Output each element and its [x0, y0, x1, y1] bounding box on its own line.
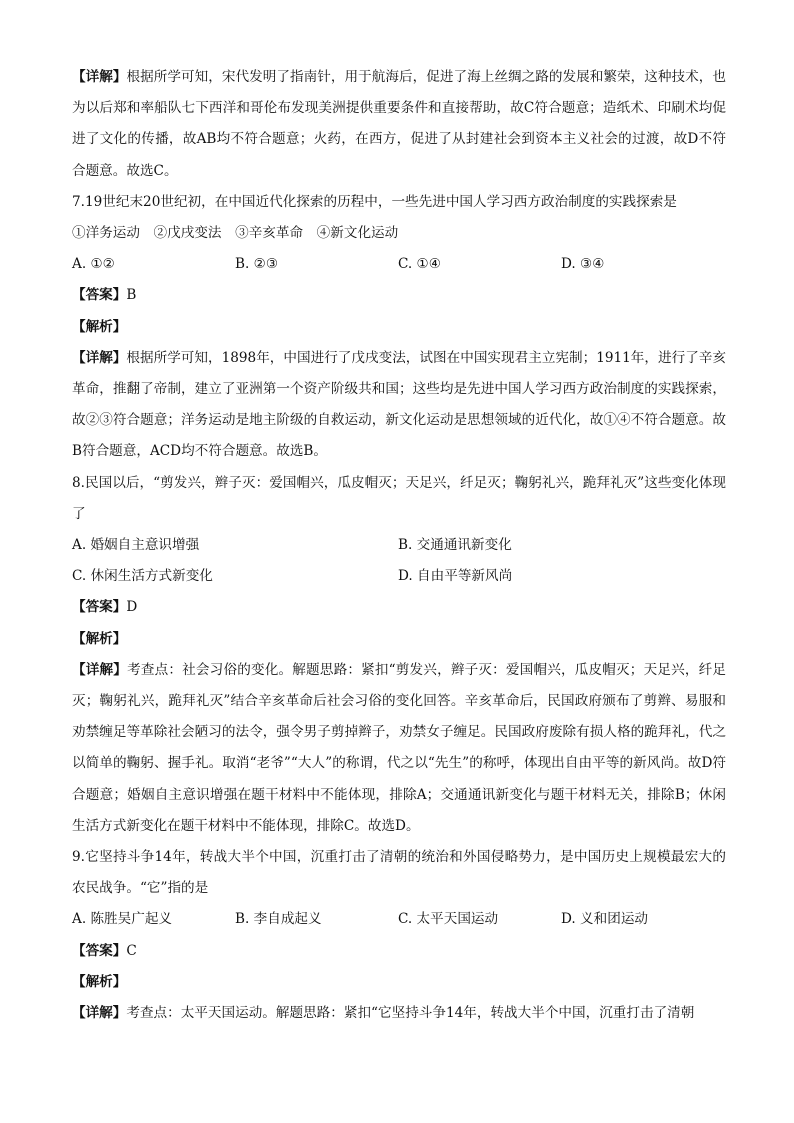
detail-text: 根据所学可知，宋代发明了指南针，用于航海后，促进了海上丝绸之路的发展和繁荣，这种技术，也为以后郑和率船队七下西洋和哥伦布发现美洲提供重要条件和直接帮助，故C符合题意；造纸术、印刷术均促进了文化的传播，故AB均不符合题意；火药，在西方，促进了从封建社会到资本主义社会的过渡，故D不符合题意。故选C。	[72, 69, 727, 179]
answer-value: D	[126, 599, 138, 616]
detail-tag: 【详解】	[72, 349, 127, 366]
q7-detail	[72, 343, 726, 468]
q9-option-c: C. 太平天国运动	[398, 911, 499, 928]
q9-option-b: B. 李自成起义	[235, 911, 322, 928]
answer-tag: 【答案】	[72, 599, 127, 616]
prev-detail-paragraph	[72, 62, 726, 187]
detail-tag: 【详解】	[72, 1005, 127, 1022]
detail-text: 考查点：社会习俗的变化。解题思路：紧扣“剪发兴，辫子灭：爱国帽兴，瓜皮帽灭；天足兴，纤足灭；鞠躬礼兴，跪拜礼灭”结合辛亥革命后社会习俗的变化回答。辛亥革命后，民国政府颁布了剪辫、易服和劝禁缠足等革除社会陋习的法令，强令男子剪掉辫子，劝禁女子缠足。民国政府废除有损人格的跪拜礼，代之以简单的鞠躬、握手礼。取消“老爷”“大人”的称谓，代之以“先生”的称呼，体现出自由平等的新风尚。故D符合题意；婚姻自主意识增强在题干材料中不能体现，排除A；交通通讯新变化与题干材料无关，排除B；休闲生活方式新变化在题干材料中不能体现，排除C。故选D。	[72, 661, 727, 834]
answer-tag: 【答案】	[72, 942, 127, 959]
answer-value: C	[126, 942, 137, 959]
analysis-tag: 【解析】	[72, 318, 127, 335]
q9-answer	[72, 936, 726, 967]
q8-option-a: A. 婚姻自主意识增强	[72, 537, 200, 554]
q8-option-c: C. 休闲生活方式新变化	[72, 568, 213, 585]
q7-options	[72, 249, 726, 280]
document-page	[72, 62, 726, 1029]
q9-stem: 9.它坚持斗争14年，转战大半个中国，沉重打击了清朝的统治和外国侵略势力，是中国历史上规模最宏大的农民战争。“它”指的是	[72, 849, 726, 897]
detail-tag: 【详解】	[72, 69, 127, 85]
q8-options-row-2	[72, 561, 726, 592]
detail-text: 根据所学可知，1898年，中国进行了戊戌变法，试图在中国实现君主立宪制；1911年，进行了辛亥革命，推翻了帝制，建立了亚洲第一个资产阶级共和国；这些均是先进中国人学习西方政治制度的实践探索，故②③符合题意；洋务运动是地主阶级的自救运动，新文化运动是思想领域的近代化，故①④不符合题意。故B符合题意，ACD均不符合题意。故选B。	[72, 349, 727, 460]
answer-value: B	[126, 287, 137, 304]
q9-options	[72, 904, 726, 935]
q8-option-d: D. 自由平等新风尚	[398, 568, 513, 585]
q8-options-row-1	[72, 530, 726, 561]
q8-option-b: B. 交通通讯新变化	[398, 537, 512, 554]
q9-detail	[72, 998, 726, 1029]
q8-detail	[72, 655, 726, 842]
q7-items: ①洋务运动 ②戊戌变法 ③辛亥革命 ④新文化运动	[72, 225, 399, 242]
detail-text: 考查点：太平天国运动。解题思路：紧扣“它坚持斗争14年，转战大半个中国，沉重打击了清朝	[126, 1005, 695, 1022]
q7-answer	[72, 280, 726, 311]
q8-stem: 8.民国以后，“剪发兴，辫子灭：爱国帽兴，瓜皮帽灭；天足兴，纤足灭；鞠躬礼兴，跪拜礼灭”这些变化体现了	[72, 474, 726, 522]
analysis-tag: 【解析】	[72, 630, 127, 647]
q8-answer	[72, 592, 726, 623]
q7-analysis	[72, 312, 726, 343]
answer-tag: 【答案】	[72, 287, 127, 304]
q7-option-b: B. ②③	[235, 256, 279, 273]
q9-option-a: A. 陈胜吴广起义	[72, 911, 173, 928]
q8-analysis	[72, 624, 726, 655]
q7-option-c: C. ①④	[398, 256, 441, 273]
detail-tag: 【详解】	[72, 661, 128, 678]
analysis-tag: 【解析】	[72, 973, 127, 990]
q7-option-d: D. ③④	[561, 256, 605, 273]
q9-option-d: D. 义和团运动	[561, 911, 649, 928]
q7-option-a: A. ①②	[72, 256, 115, 273]
q7-stem: 7.19世纪末20世纪初，在中国近代化探索的历程中，一些先进中国人学习西方政治制度的实践探索是	[72, 193, 677, 210]
q9-analysis	[72, 967, 726, 998]
